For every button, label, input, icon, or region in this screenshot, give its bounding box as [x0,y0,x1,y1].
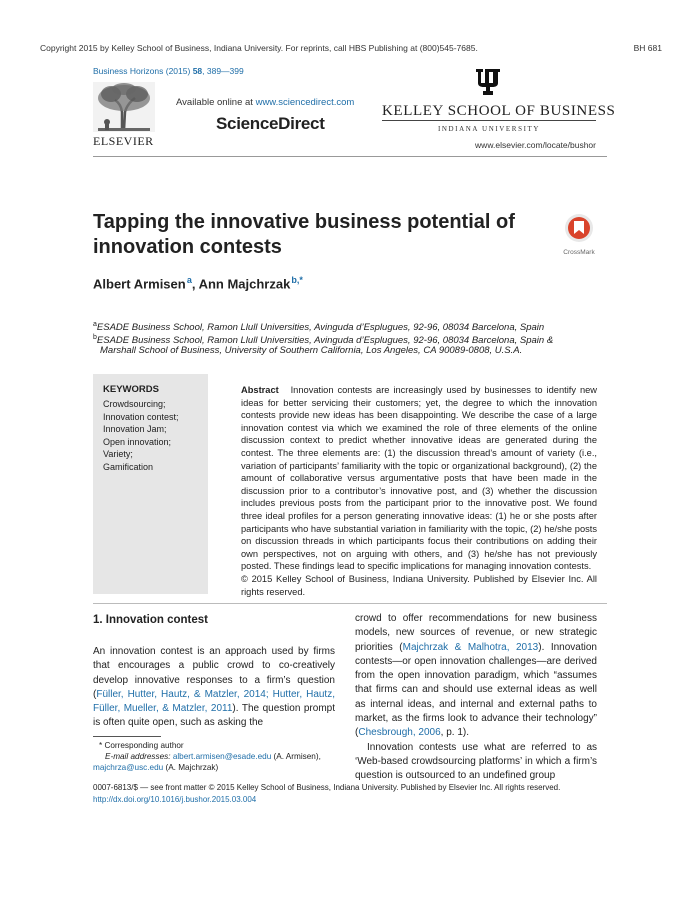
elsevier-wordmark: ELSEVIER [93,134,154,148]
doi-link[interactable]: http://dx.doi.org/10.1016/j.bushor.2015.03.004 [93,794,257,804]
body-column-right [355,612,597,784]
article-title: Tapping the innovative business potential of innovation contests [93,211,515,258]
abstract-text: Innovation contests are increasingly used by businesses to identify new ideas for better servicing their customers; yet, the degree to which the innovation contests provide new ideas has been disappointing. We describe the case of a large innovation contest via which we examined the role of three elements of the online discussion context to predict whether innovative ideas are generated during the contest. The three elements are: (1) the discussion thread’s amount of variety (i.e., variation of participants’ familiarity with the topic or organizational background), (2) the amount of collaborative versus argumentative posts that have been made in the discussion prior to a contributor’s innovative post, and (3) whether the discussion includes previous posts from the participant prior to the innovative post. We found three ideal profiles for a person generating innovative ideas: (1) he or she posts after participants who have substantial variation in familiarity with the topic, (2) he/she posts on discussion threads in which participants focus their contributions on adding their own perspectives, not on arguing with others, and (3) he/she has not previously posted. These findings lead to specific implications for managing innovation contests. [241,385,598,572]
footnote-rule [93,736,161,737]
journal-citation[interactable]: Business Horizons (2015) 58, 389—399 [93,66,244,76]
author-2-sup[interactable]: b,* [291,275,303,285]
author-1: Albert Armisen [93,276,186,292]
keyword: Crowdsourcing; [103,399,166,409]
author-2: Ann Majchrzak [198,276,291,292]
abstract-label: Abstract [241,385,279,395]
front-matter-notes [93,782,560,805]
sciencedirect-wordmark: ScienceDirect [216,114,325,133]
section-heading: 1. Innovation contest [93,614,209,626]
school-name: KELLEY SCHOOL OF BUSINESS [382,103,616,119]
paragraph: Innovation contests use what are referred to as ‘Web-based crowdsourcing platforms’ in which a firm’s question is outsourced to an undefined group [355,741,597,782]
abstract-copyright: © 2015 Kelley School of Business, Indiana University. Published by Elsevier Inc. All rights reserved. [241,573,597,597]
university-name: INDIANA UNIVERSITY [437,125,541,133]
copyright-line: Copyright 2015 by Kelley School of Business, Indiana University. For reprints, call HBS Publishing at (800)545-7685. [40,43,478,53]
crossmark-icon [563,212,595,244]
keyword: Innovation Jam; [103,424,167,434]
affiliation-b: $^b$ESADE Business School, Ramon Llull Universities, Avinguda d’Esplugues, 92-96, 08034 Barcelona, Spain & [93,334,554,347]
keyword: Gamification [103,461,154,472]
keyword: Innovation contest; [103,411,179,422]
email-link[interactable]: albert.armisen@esade.edu [172,752,272,761]
citation-link[interactable]: Füller, Hutter, Hautz, & Matzler, 2014; Hutter, Hautz, Füller, Mueller, & Matzler, 2011 [93,688,335,715]
email-link[interactable]: majchrza@usc.edu [93,763,164,772]
keyword: Open innovation; [103,436,172,447]
keywords-list [103,398,179,473]
school-rule [382,120,596,121]
citation-link[interactable]: Chesbrough, 2006 [358,727,441,739]
paragraph: crowd to offer recommendations for new business models, new sources of revenue, or new strategic priorities (Majchrzak & Malhotra, 2013). Innovation contests—or open innovation challenges—are derived from the open innovation paradigm, which “assumes that firms can and should use external ideas as well as internal ideas, and internal and external paths to market, as the firms look to advance their technology” (Chesbrough, 2006, p. 1). [355,613,597,739]
footnote: * Corresponding author E-mail addresses: albert.armisen@esade.edu (A. Armisen), majchrza@usc.edu (A. Majchrzak) [93,740,343,773]
header-divider [93,156,607,157]
crossmark-logo[interactable] [563,212,595,254]
section-divider [93,603,607,604]
keyword: Variety; [103,449,133,459]
corresponding-author: * Corresponding author [99,741,184,750]
affiliation-a: $^a$ESADE Business School, Ramon Llull Universities, Avinguda d’Esplugues, 92-96, 08034 Barcelona, Spain [93,321,545,334]
author-1-sup[interactable]: a [186,275,192,285]
keywords-title: KEYWORDS [103,384,159,395]
affiliation-b-cont: Marshall School of Business, University of Southern California, Los Angeles, CA 90089-0808, U.S.A. [100,345,523,356]
article-code: BH 681 [633,43,662,53]
body-column-left: An innovation contest is an approach used by firms that encourages a public crowd to co-creatively develop innovative responses to a firm’s question (Füller, Hutter, Hautz, & Matzler, 2014; Hutter, Hautz, Füller, Mueller, & Matzler, 2011). The question prompt is often quite open, such as asking the [93,646,335,729]
available-online: Available online at www.sciencedirect.com [176,97,355,108]
iu-trident-logo [473,66,503,98]
journal-website[interactable]: www.elsevier.com/locate/bushor [475,140,596,150]
author-list: Albert Armisen $^a$, Ann Majchrzak $^{b,*}$ [93,275,303,292]
citation-link[interactable]: Majchrzak & Malhotra, 2013 [402,641,539,653]
issn-line: 0007-6813/$ — see front matter © 2015 Kelley School of Business, Indiana University. Published by Elsevier Inc. All rights reserved. [93,783,561,792]
sciencedirect-link[interactable]: www.sciencedirect.com [255,97,355,108]
crossmark-label: CrossMark [563,249,595,256]
abstract [241,384,597,598]
